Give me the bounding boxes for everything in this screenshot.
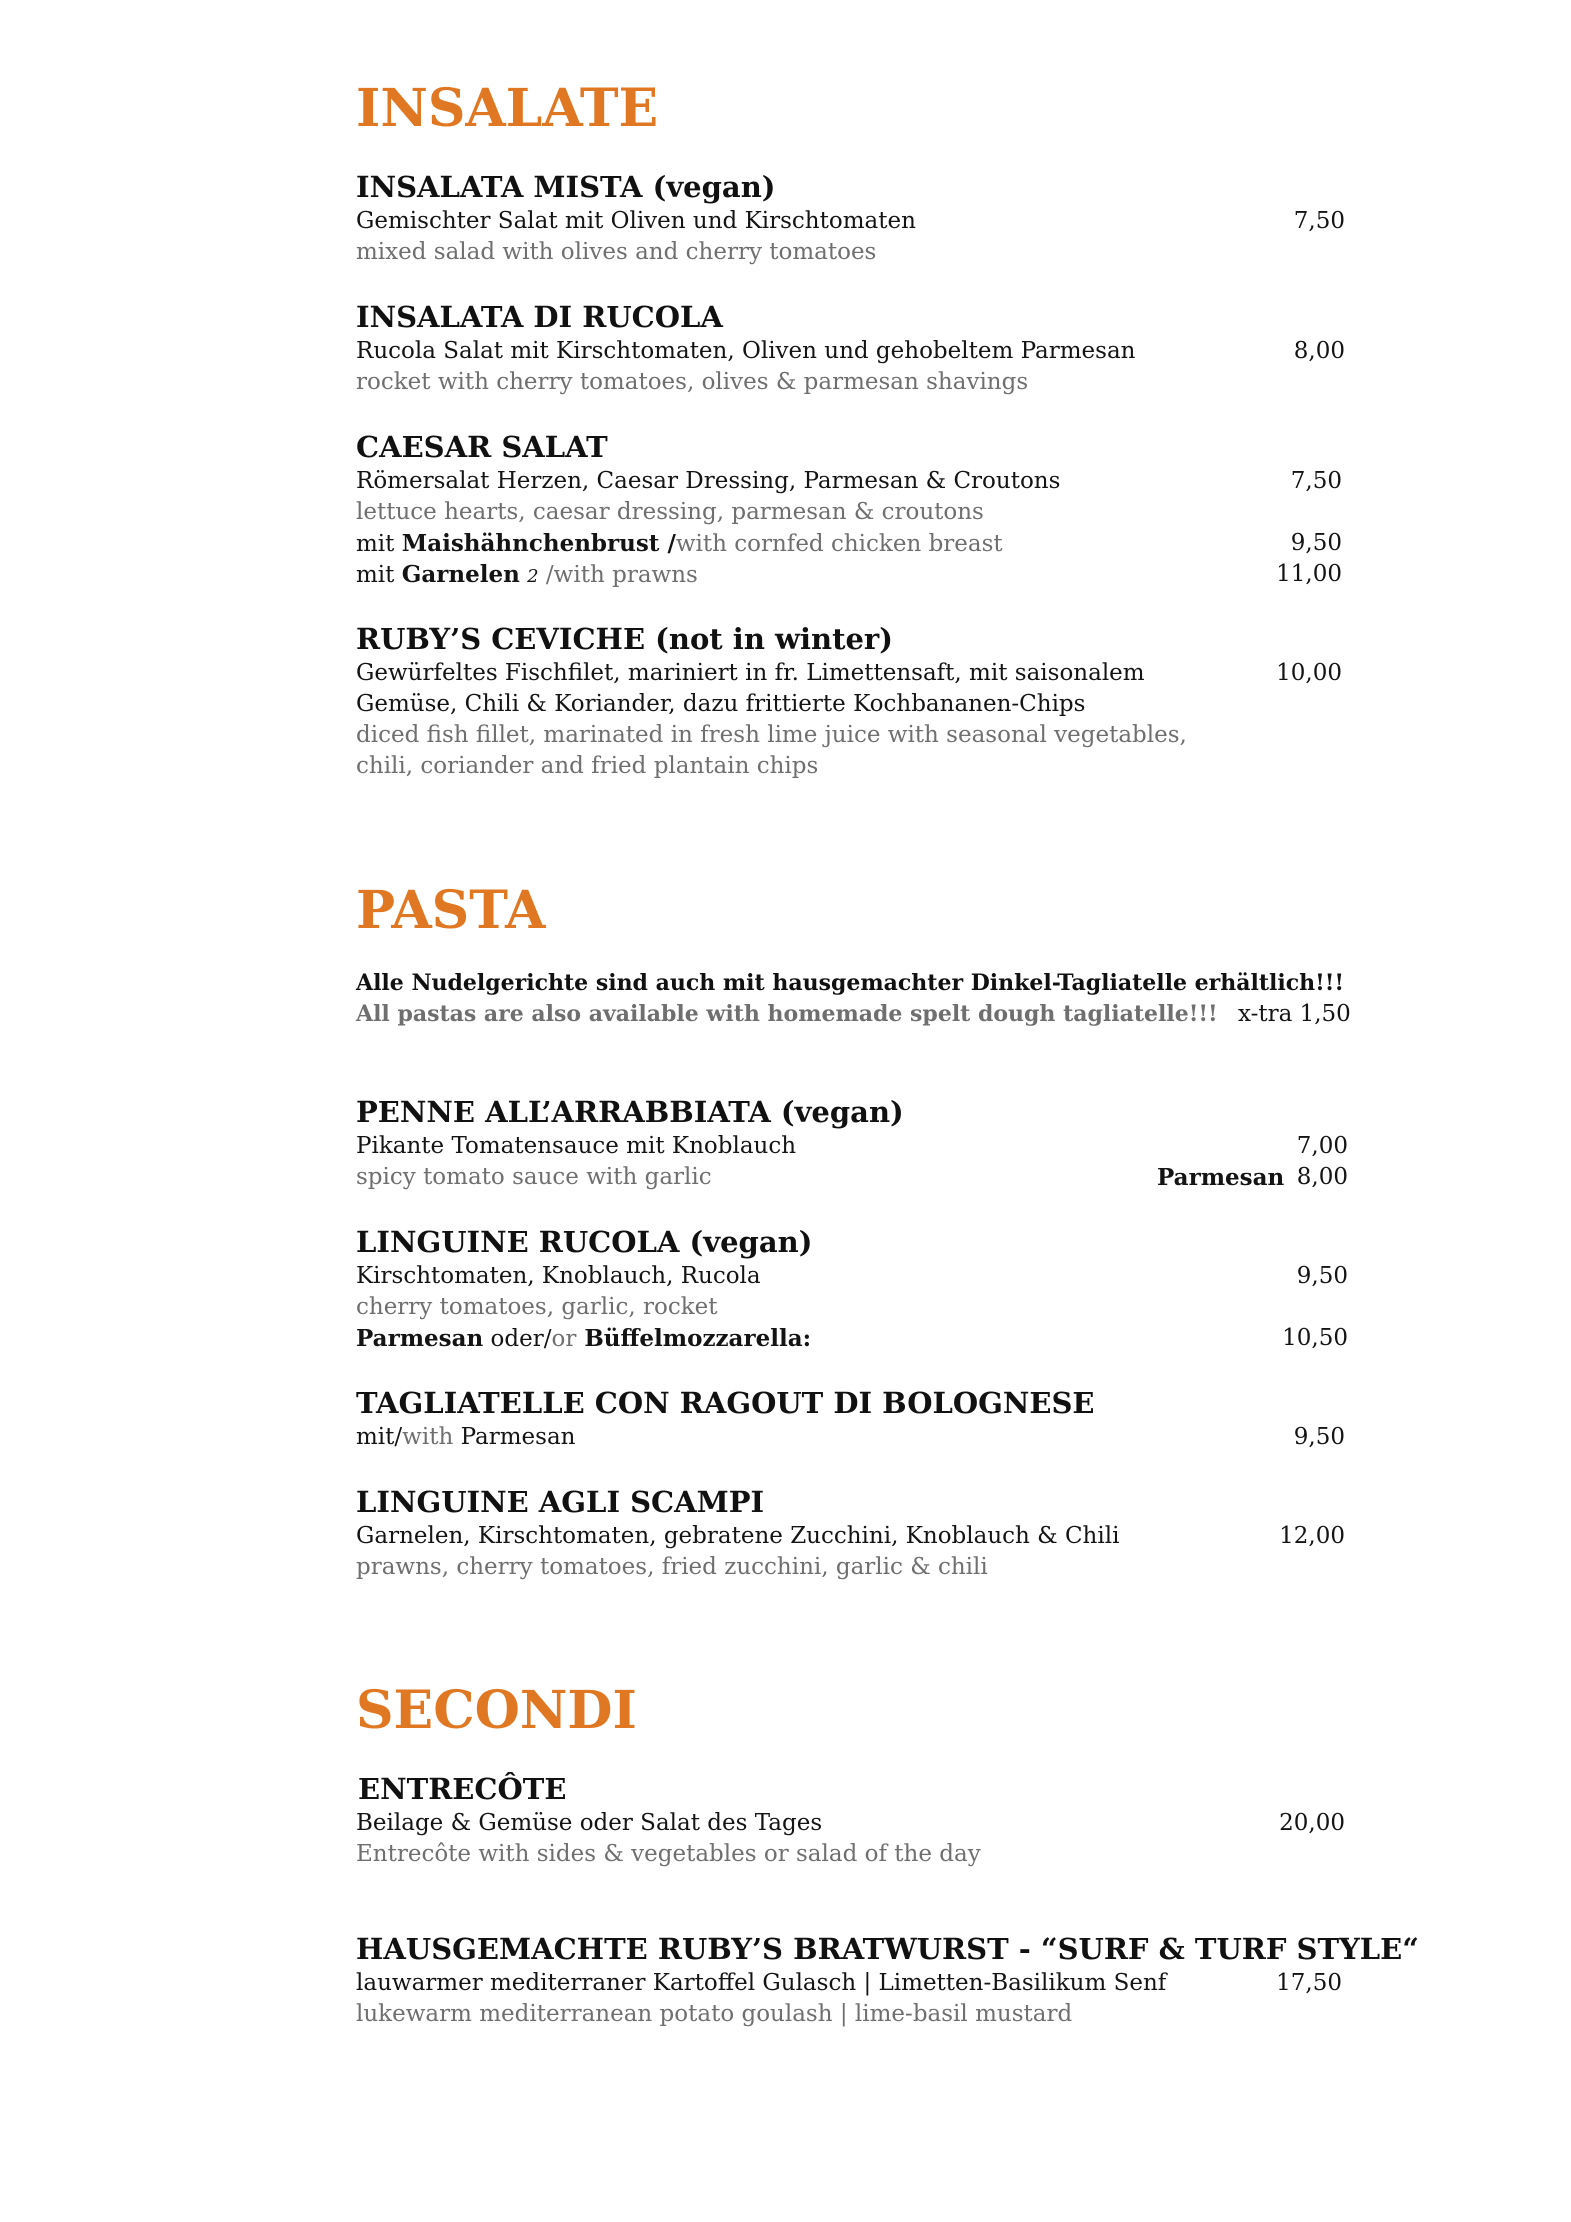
item-price: 7,50 <box>1293 208 1345 234</box>
section-title-pasta: PASTA <box>356 880 546 941</box>
option-chicken: mit Maishähnchenbrust /with cornfed chicken breast <box>356 530 1003 557</box>
option-price: 8,00 <box>1296 1164 1348 1190</box>
item-price: 17,50 <box>1276 1970 1342 1996</box>
item-title-ceviche: RUBY’S CEVICHE (not in winter) <box>356 622 893 656</box>
item-desc-en: Entrecôte with sides & vegetables or salad of the day <box>356 1841 981 1867</box>
item-price: 7,50 <box>1290 468 1342 494</box>
item-desc-de: Beilage & Gemüse oder Salat des Tages <box>356 1810 823 1836</box>
item-title-linguine-rucola: LINGUINE RUCOLA (vegan) <box>356 1225 813 1259</box>
item-desc-de: Pikante Tomatensauce mit Knoblauch <box>356 1133 797 1159</box>
item-price: 7,00 <box>1296 1133 1348 1159</box>
item-desc-en: prawns, cherry tomatoes, fried zucchini, garlic & chili <box>356 1554 988 1580</box>
item-desc-en: mixed salad with olives and cherry tomatoes <box>356 239 877 265</box>
item-price: 9,50 <box>1296 1263 1348 1289</box>
item-desc-en: rocket with cherry tomatoes, olives & parmesan shavings <box>356 369 1029 395</box>
item-title-caesar-salat: CAESAR SALAT <box>356 430 608 464</box>
item-price: 12,00 <box>1279 1523 1345 1549</box>
item-price: 20,00 <box>1279 1810 1345 1836</box>
item-title-penne-arrabbiata: PENNE ALL’ARRABBIATA (vegan) <box>356 1095 904 1129</box>
section-title-insalate: INSALATE <box>356 78 659 139</box>
pasta-note-de: Alle Nudelgerichte sind auch mit hausgemachter Dinkel-Tagliatelle erhältlich!!! <box>356 970 1345 996</box>
option-parmesan-label: Parmesan <box>1157 1164 1285 1191</box>
item-price: 10,00 <box>1276 660 1342 686</box>
item-desc-de: Rucola Salat mit Kirschtomaten, Oliven und gehobeltem Parmesan <box>356 338 1136 364</box>
item-desc-en: chili, coriander and fried plantain chips <box>356 753 819 779</box>
item-desc-de: Gemischter Salat mit Oliven und Kirschtomaten <box>356 208 916 234</box>
item-title-insalata-rucola: INSALATA DI RUCOLA <box>356 300 723 334</box>
item-title-bratwurst: HAUSGEMACHTE RUBY’S BRATWURST - “SURF & TURF STYLE“ <box>356 1932 1419 1966</box>
item-price: 8,00 <box>1293 338 1345 364</box>
option-price: 10,50 <box>1282 1325 1348 1351</box>
item-desc-de: lauwarmer mediterraner Kartoffel Gulasch | Limetten-Basilikum Senf <box>356 1970 1167 1996</box>
item-desc-de: Gemüse, Chili & Koriander, dazu frittierte Kochbananen-Chips <box>356 691 1086 717</box>
item-desc-de: Gewürfeltes Fischfilet, mariniert in fr. Limettensaft, mit saisonalem <box>356 660 1145 686</box>
item-desc-de: Kirschtomaten, Knoblauch, Rucola <box>356 1263 761 1289</box>
item-desc-de: Garnelen, Kirschtomaten, gebratene Zucchini, Knoblauch & Chili <box>356 1523 1120 1549</box>
option-price: 9,50 <box>1290 530 1342 556</box>
option-price: 11,00 <box>1276 561 1342 587</box>
item-title-insalata-mista: INSALATA MISTA (vegan) <box>356 170 776 204</box>
item-desc-en: diced fish fillet, marinated in fresh lime juice with seasonal vegetables, <box>356 722 1187 748</box>
item-title-entrecote: ENTRECÔTE <box>358 1772 567 1806</box>
section-title-secondi: SECONDI <box>356 1680 637 1741</box>
pasta-extra-price: x-tra 1,50 <box>1238 1001 1351 1027</box>
pasta-note-en: All pastas are also available with homemade spelt dough tagliatelle!!! <box>356 1001 1218 1027</box>
item-title-linguine-scampi: LINGUINE AGLI SCAMPI <box>356 1485 765 1519</box>
item-desc-en: lettuce hearts, caesar dressing, parmesan & croutons <box>356 499 984 525</box>
item-desc-en: cherry tomatoes, garlic, rocket <box>356 1294 718 1320</box>
item-desc-en: spicy tomato sauce with garlic <box>356 1164 712 1190</box>
option-cheese: Parmesan oder/or Büffelmozzarella: <box>356 1325 812 1352</box>
item-desc-en: lukewarm mediterranean potato goulash | lime-basil mustard <box>356 2001 1073 2027</box>
item-desc-de: Römersalat Herzen, Caesar Dressing, Parmesan & Croutons <box>356 468 1061 494</box>
item-desc-de: mit/with Parmesan <box>356 1424 576 1450</box>
item-price: 9,50 <box>1293 1424 1345 1450</box>
item-title-tagliatelle-bolognese: TAGLIATELLE CON RAGOUT DI BOLOGNESE <box>356 1386 1095 1420</box>
option-prawns: mit Garnelen 2 /with prawns <box>356 561 698 588</box>
